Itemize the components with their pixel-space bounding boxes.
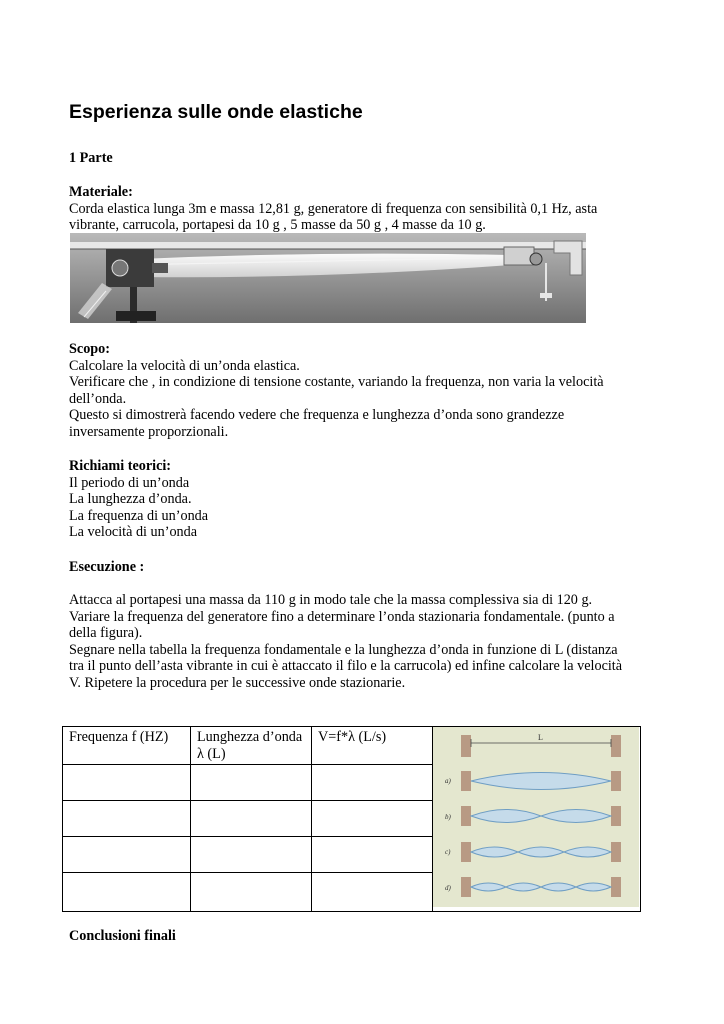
esecuzione-line: Segnare nella tabella la frequenza fondamentale e la lunghezza d’onda in funzione di L (distanza bbox=[69, 641, 618, 658]
figure-length-label: L bbox=[538, 733, 543, 742]
data-table bbox=[62, 726, 641, 912]
materiale-heading: Materiale: bbox=[69, 184, 133, 200]
figure-label-b: b) bbox=[445, 813, 451, 821]
conclusioni-heading: Conclusioni finali bbox=[69, 928, 176, 944]
scopo-section bbox=[69, 341, 649, 441]
materiale-section bbox=[69, 184, 649, 234]
richiami-item: Il periodo di un’onda bbox=[69, 474, 190, 491]
part-heading: 1 Parte bbox=[69, 150, 113, 166]
table-cell bbox=[63, 765, 191, 801]
table-cell bbox=[312, 873, 433, 912]
header-wavelength: Lunghezza d’onda λ (L) bbox=[191, 727, 312, 765]
scopo-line: dell’onda. bbox=[69, 390, 127, 407]
esecuzione-heading: Esecuzione : bbox=[69, 559, 145, 575]
page-title: Esperienza sulle onde elastiche bbox=[69, 101, 363, 123]
richiami-heading: Richiami teorici: bbox=[69, 458, 172, 474]
scopo-line: Questo si dimostrerà facendo vedere che frequenza e lunghezza d’onda sono grandezze bbox=[69, 407, 565, 424]
apparatus-illustration bbox=[70, 233, 586, 323]
materiale-line-2: vibrante, carrucola, portapesi da 10 g , 5 masse da 50 g , 4 masse da 10 g. bbox=[69, 217, 486, 234]
table-cell bbox=[191, 837, 312, 873]
table-cell bbox=[191, 801, 312, 837]
esecuzione-line: V. Ripetere la procedura per le successive onde stazionarie. bbox=[69, 674, 406, 691]
richiami-section bbox=[69, 458, 649, 541]
figure-label-c: c) bbox=[445, 848, 451, 856]
standing-wave-figure-cell bbox=[433, 727, 641, 912]
esecuzione-line: tra il punto dell’asta vibrante in cui è attaccato il filo e la carrucola) ed infine calcolare la velocità bbox=[69, 658, 623, 675]
table-cell bbox=[191, 765, 312, 801]
figure-label-a: a) bbox=[445, 777, 451, 785]
esecuzione-line: della figura). bbox=[69, 625, 143, 642]
scopo-line: Calcolare la velocità di un’onda elastica. bbox=[69, 357, 300, 374]
table-header-row bbox=[63, 727, 641, 765]
richiami-item: La frequenza di un’onda bbox=[69, 507, 209, 524]
table-cell bbox=[312, 801, 433, 837]
richiami-item: La velocità di un’onda bbox=[69, 524, 198, 541]
scopo-line: Verificare che , in condizione di tensione costante, variando la frequenza, non varia la velocità bbox=[69, 374, 604, 391]
esecuzione-section bbox=[69, 592, 669, 692]
table-cell bbox=[312, 765, 433, 801]
header-frequency: Frequenza f (HZ) bbox=[63, 727, 191, 765]
table-cell bbox=[191, 873, 312, 912]
header-velocity: V=f*λ (L/s) bbox=[312, 727, 433, 765]
richiami-item: La lunghezza d’onda. bbox=[69, 491, 192, 508]
table-cell bbox=[63, 801, 191, 837]
scopo-line: inversamente proporzionali. bbox=[69, 423, 229, 440]
table-cell bbox=[63, 837, 191, 873]
table-cell bbox=[63, 873, 191, 912]
materiale-line-1: Corda elastica lunga 3m e massa 12,81 g, generatore di frequenza con sensibilità 0,1 Hz, asta bbox=[69, 200, 598, 217]
esecuzione-line: Attacca al portapesi una massa da 110 g in modo tale che la massa complessiva sia di 120 g. bbox=[69, 592, 593, 608]
scopo-heading: Scopo: bbox=[69, 341, 110, 357]
apparatus-photo bbox=[70, 233, 586, 323]
esecuzione-line: Variare la frequenza del generatore fino a determinare l’onda stazionaria fondamentale. (punto a bbox=[69, 608, 615, 625]
figure-label-d: d) bbox=[445, 884, 451, 892]
standing-waves-figure bbox=[433, 727, 639, 907]
table-cell bbox=[312, 837, 433, 873]
